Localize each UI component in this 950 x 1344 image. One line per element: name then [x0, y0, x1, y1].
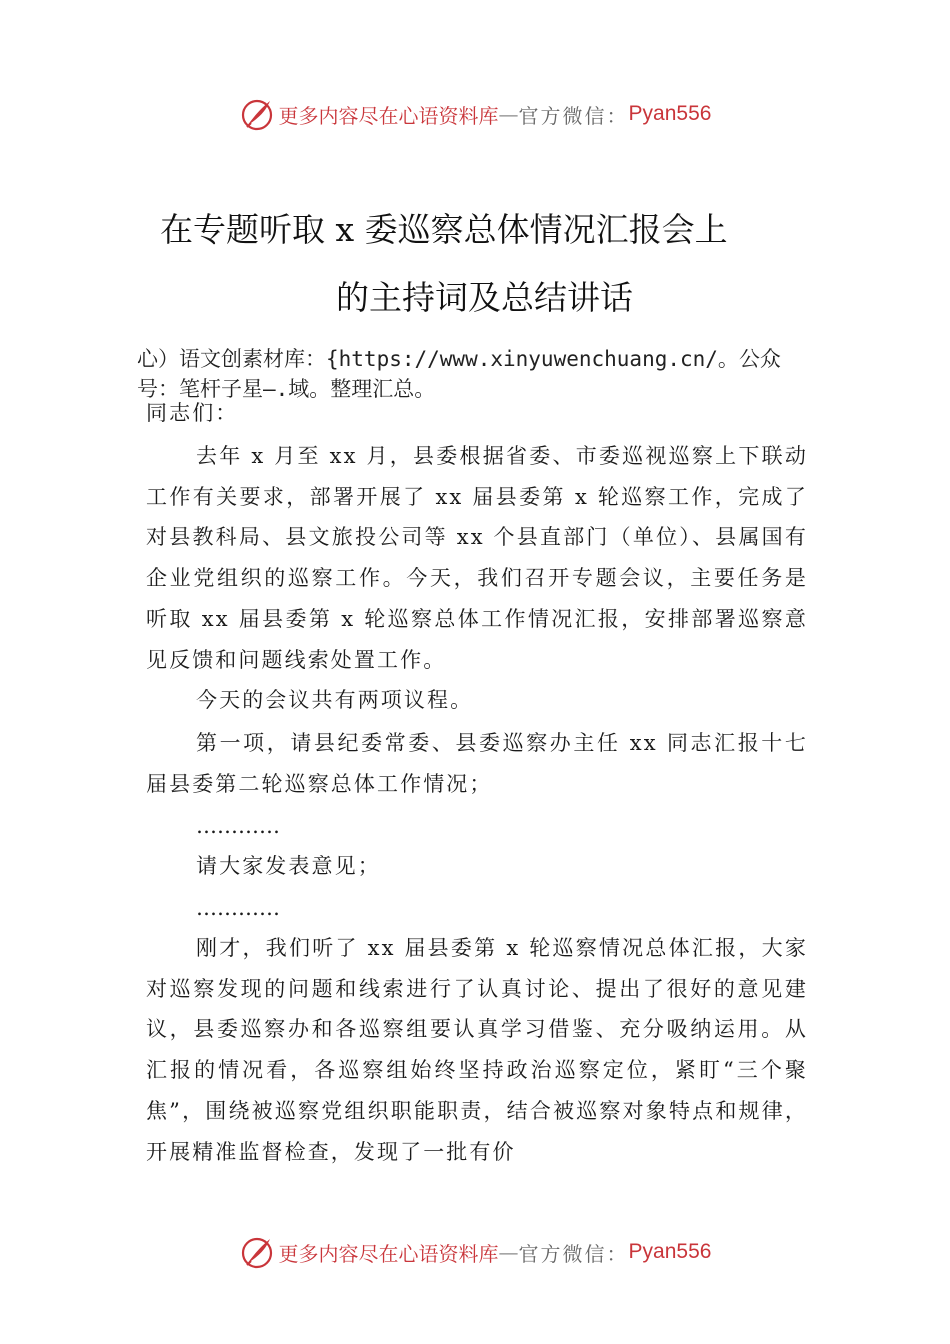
ellipsis-2: ………… — [196, 896, 280, 920]
watermark-separator: — — [498, 1240, 519, 1264]
document-title-line-1: 在专题听取 x 委巡察总体情况汇报会上 — [160, 210, 728, 249]
paragraph-1: 去年 x 月至 xx 月，县委根据省委、市委巡视巡察上下联动工作有关要求，部署开展了 xx 届县委第 x 轮巡察工作，完成了对县教科局、县文旅投公司等 xx 个县直部门（单位）、县属国有企业党组织的巡察工作。今天，我们召开专题会议，主要任务是听取 xx 届县委第 x 轮巡察总体工作情况汇报，安排部署巡察意见反馈和问题线索处置工作。 — [146, 444, 808, 672]
watermark-text: 更多内容尽在心语资料库 — [278, 1241, 499, 1266]
paragraph-3: 第一项，请县纪委常委、县委巡察办主任 xx 同志汇报十七届县委第二轮巡察总体工作情况； — [146, 731, 808, 796]
pen-feather-logo-icon — [239, 1234, 275, 1270]
watermark-banner-top — [0, 94, 950, 134]
watermark-wechat-id: Pyan556 — [628, 102, 712, 125]
document-title-line-2: 的主持词及总结讲话 — [336, 278, 633, 317]
watermark-wechat-label: 官方微信： — [518, 1241, 629, 1266]
paragraph-4: 请大家发表意见； — [196, 854, 381, 878]
watermark-wechat-id: Pyan556 — [628, 1240, 712, 1263]
ellipsis-1: ………… — [196, 814, 280, 838]
pen-feather-logo-icon — [239, 96, 275, 132]
watermark-banner-bottom — [0, 1232, 950, 1272]
greeting: 同志们： — [146, 401, 239, 425]
watermark-separator: — — [498, 102, 519, 126]
watermark-text: 更多内容尽在心语资料库 — [278, 103, 499, 128]
watermark-wechat-label: 官方微信： — [518, 103, 629, 128]
source-note-line-1: 心）语文创素材库：{https://www.xinyuwenchuang.cn/。公众 — [137, 347, 781, 371]
paragraph-5: 刚才，我们听了 xx 届县委第 x 轮巡察情况总体汇报，大家对巡察发现的问题和线索进行了认真讨论、提出了很好的意见建议，县委巡察办和各巡察组要认真学习借鉴、充分吸纳运用。从汇报的情况看，各巡察组始终坚持政治巡察定位，紧盯“三个聚焦”，围绕被巡察党组织职能职责，结合被巡察对象特点和规律，开展精准监督检查，发现了一批有价 — [146, 936, 808, 1164]
source-note-line-2: 号：笔杆子星—.域。整理汇总。 — [137, 377, 436, 401]
paragraph-2: 今天的会议共有两项议程。 — [196, 688, 474, 712]
